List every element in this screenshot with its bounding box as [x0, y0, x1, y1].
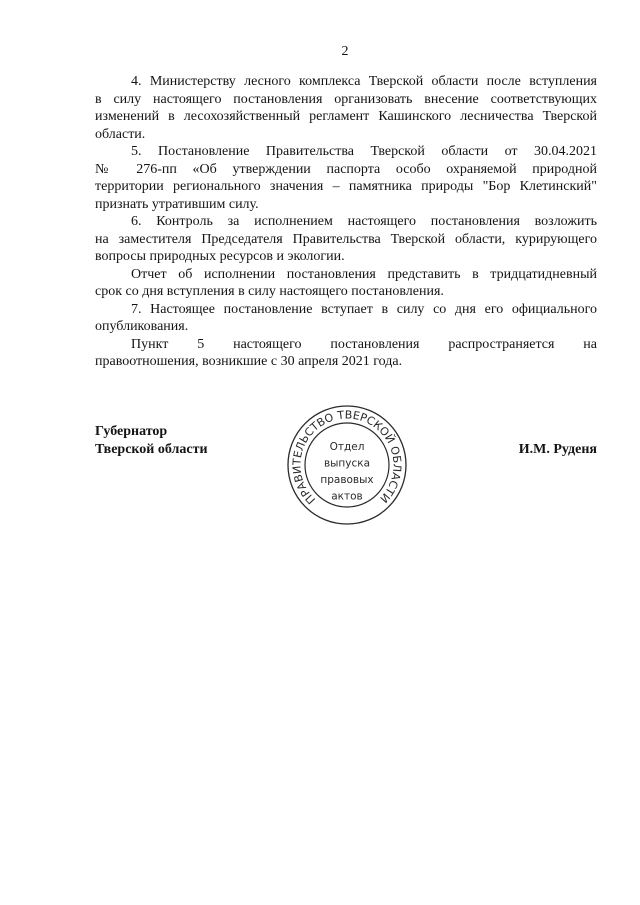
- paragraph-item-4: [95, 73, 597, 143]
- text-line: в силу настоящего постановления организовать внесение соответствующих: [95, 91, 597, 107]
- text-line: территории регионального значения – памятника природы "Бор Клетинский": [95, 179, 597, 194]
- document-body: [95, 73, 597, 371]
- text-line: 5. Постановление Правительства Тверской области от 30.04.2021: [131, 144, 597, 159]
- text-line: № 276-пп «Об утверждении паспорта особо охраняемой природной: [95, 161, 597, 177]
- text-line: опубликования.: [95, 319, 189, 334]
- paragraph-applicability: [95, 336, 597, 371]
- text-line: изменений в лесохозяйственный регламент Кашинского лесничества Тверской: [95, 109, 597, 124]
- text-line: на заместителя Председателя Правительства Тверской области, курирующего: [95, 231, 597, 247]
- signatory-title-line: Тверской области: [95, 442, 208, 457]
- stamp-center-line: выпуска: [323, 457, 371, 470]
- stamp-center-line: актов: [331, 490, 363, 503]
- paragraph-item-6: [95, 213, 597, 266]
- stamp-ring-text: ПРАВИТЕЛЬСТВО ТВЕРСКОЙ ОБЛАСТИ: [290, 408, 404, 507]
- text-line: признать утратившим силу.: [95, 196, 259, 212]
- text-line: Отчет об исполнении постановления представить в тридцатидневный: [131, 266, 597, 282]
- text-line: области.: [95, 126, 146, 142]
- text-line: срок со дня вступления в силу настоящего постановления.: [95, 284, 444, 299]
- page-number: 2: [341, 44, 349, 59]
- paragraph-report: [95, 266, 597, 301]
- text-line: правоотношения, возникшие с 30 апреля 2021 года.: [95, 354, 403, 369]
- signatory-name: И.М. Руденя: [518, 442, 597, 457]
- signatory-title: [95, 423, 208, 459]
- text-line: Пункт 5 настоящего постановления распространяется на: [131, 336, 597, 352]
- stamp-center-line: правовых: [320, 474, 374, 486]
- stamp-center-line: Отдел: [329, 441, 365, 453]
- text-line: 4. Министерству лесного комплекса Тверской области после вступления: [131, 74, 597, 89]
- paragraph-item-5: [95, 143, 597, 213]
- official-stamp: [285, 403, 409, 527]
- signatory-title-line: Губернатор: [95, 424, 168, 439]
- text-line: 7. Настоящее постановление вступает в силу со дня его официального: [131, 301, 597, 317]
- text-line: вопросы природных ресурсов и экологии.: [95, 249, 345, 264]
- paragraph-item-7: [95, 301, 597, 336]
- text-line: 6. Контроль за исполнением настоящего постановления возложить: [131, 214, 597, 229]
